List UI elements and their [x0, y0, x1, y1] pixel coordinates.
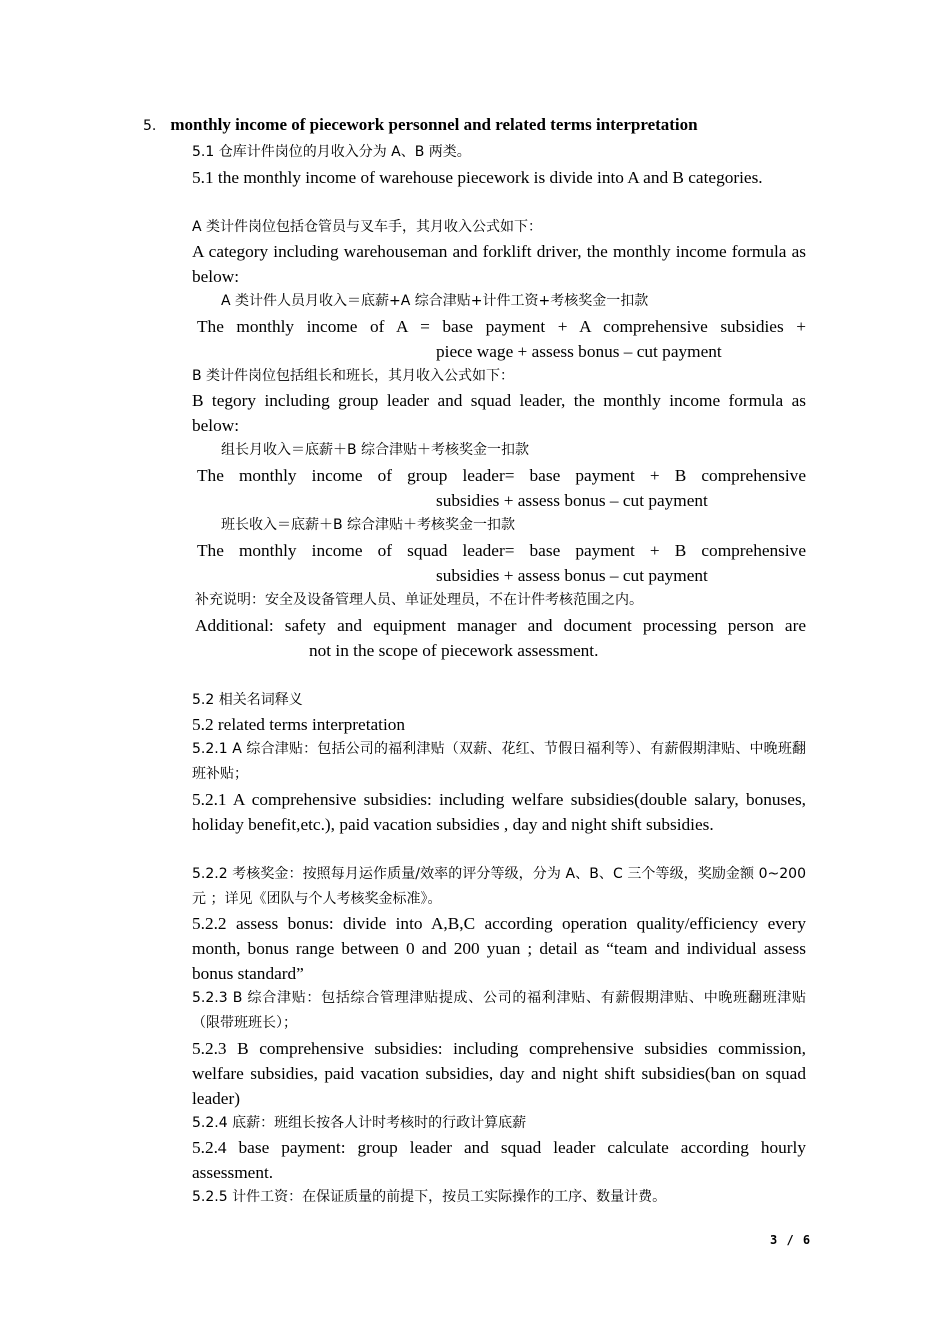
s523-en: 5.2.3 B comprehensive subsidies: including comprehensive subsidies commission, welfare subsidies, paid vacation subsidies, day and night shift subsidies(ban on squad leader)	[192, 1039, 806, 1108]
squad-formula-en-line2: subsidies + assess bonus – cut payment	[436, 566, 708, 585]
section-title: monthly income of piecework personnel and related terms interpretation	[170, 115, 698, 134]
group-formula-en-line1: The monthly income of group leader= base payment + B comprehensive	[197, 466, 806, 485]
s522-en: 5.2.2 assess bonus: divide into A,B,C according operation quality/efficiency every month, bonus range between 0 and 200 yuan ; detail as “team and individual assess bonus standard”	[192, 914, 806, 983]
squad-formula-cn: 班长收入＝底薪＋B 综合津贴＋考核奖金一扣款	[221, 517, 516, 533]
b-category-en: B tegory including group leader and squad leader, the monthly income formula as below:	[192, 391, 806, 435]
group-formula-cn: 组长月收入＝底薪＋B 综合津贴＋考核奖金一扣款	[221, 442, 530, 458]
s521-cn: 5.2.1 A 综合津贴：包括公司的福利津贴（双薪、花红、节假日福利等）、有薪假期津贴、中晚班翻班补贴；	[192, 741, 806, 782]
a-formula-en-line2: piece wage + assess bonus – cut payment	[436, 342, 722, 361]
additional-cn: 补充说明：安全及设备管理人员、单证处理员，不在计件考核范围之内。	[195, 592, 643, 608]
s522-cn: 5.2.2 考核奖金：按照每月运作质量/效率的评分等级，分为 A、B、C 三个等级，奖励金额 0~200 元 ；详见《团队与个人考核奖金标准》。	[192, 866, 806, 907]
s51-cn: 5.1 仓库计件岗位的月收入分为 A、B 两类。	[192, 144, 471, 160]
s524-cn: 5.2.4 底薪：班组长按各人计时考核时的行政计算底薪	[192, 1115, 527, 1131]
s51-en: 5.1 the monthly income of warehouse piecework is divide into A and B categories.	[192, 168, 763, 187]
section-heading	[143, 115, 698, 135]
a-category-en: A category including warehouseman and forklift driver, the monthly income formula as below:	[192, 242, 806, 286]
additional-en-line2: not in the scope of piecework assessment.	[309, 641, 599, 660]
s523-cn: 5.2.3 B 综合津贴：包括综合管理津贴提成、公司的福利津贴、有薪假期津贴、中晚班翻班津贴（限带班班长）；	[192, 990, 806, 1031]
b-category-cn: B 类计件岗位包括组长和班长，其月收入公式如下：	[192, 368, 515, 384]
section-number: 5.	[143, 118, 157, 134]
s521-en: 5.2.1 A comprehensive subsidies: including welfare subsidies(double salary, bonuses, holiday benefit,etc.), paid vacation subsidies , day and night shift subsidies.	[192, 790, 806, 834]
page-number: 3 / 6	[770, 1233, 812, 1247]
a-formula-cn: A 类计件人员月收入＝底薪+A 综合津贴+计件工资+考核奖金一扣款	[221, 293, 649, 309]
s524-en: 5.2.4 base payment: group leader and squad leader calculate according hourly assessment.	[192, 1138, 806, 1182]
a-formula-en-line1: The monthly income of A = base payment + A comprehensive subsidies +	[197, 317, 806, 336]
group-formula-en-line2: subsidies + assess bonus – cut payment	[436, 491, 708, 510]
additional-en-line1: Additional: safety and equipment manager and document processing person are	[195, 616, 806, 635]
squad-formula-en-line1: The monthly income of squad leader= base payment + B comprehensive	[197, 541, 806, 560]
s525-cn: 5.2.5 计件工资：在保证质量的前提下，按员工实际操作的工序、数量计费。	[192, 1189, 667, 1205]
s52-en: 5.2 related terms interpretation	[192, 715, 406, 734]
s52-cn: 5.2 相关名词释义	[192, 692, 303, 708]
a-category-cn: A 类计件岗位包括仓管员与叉车手，其月收入公式如下：	[192, 219, 543, 235]
